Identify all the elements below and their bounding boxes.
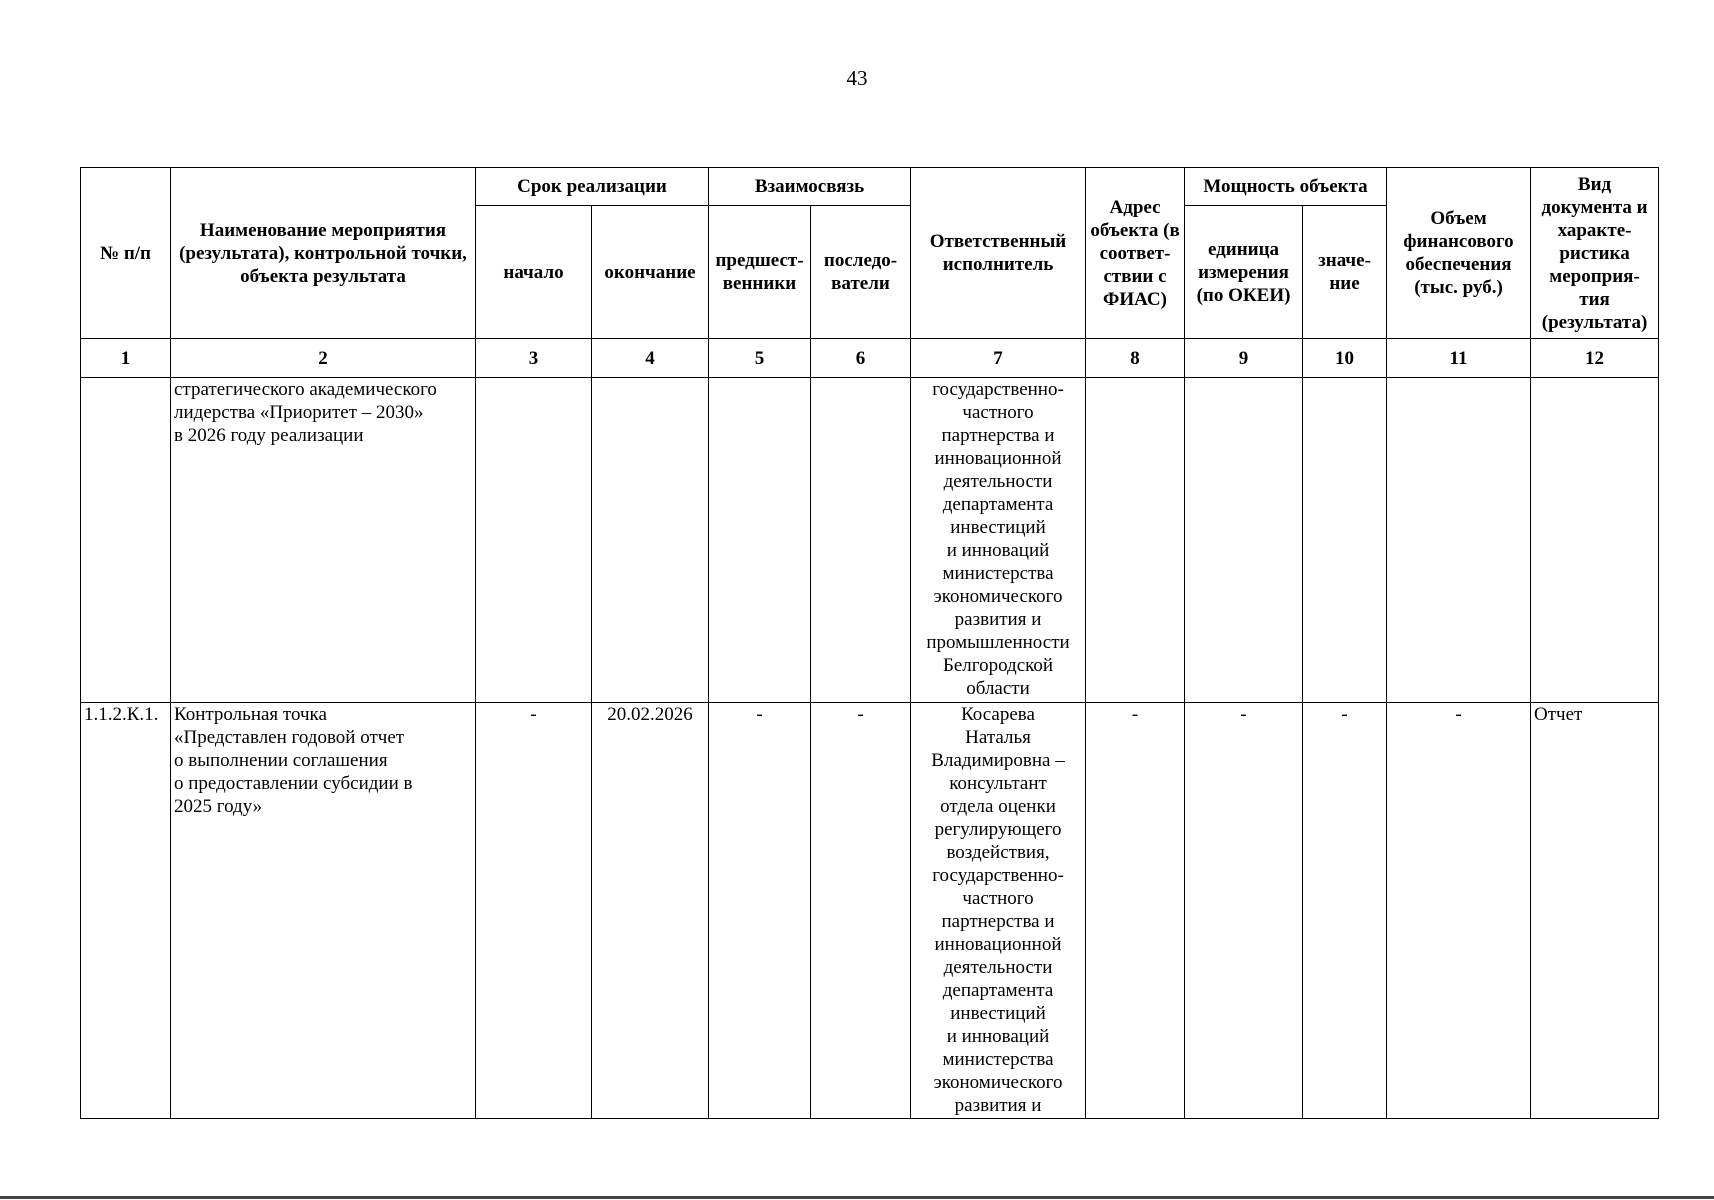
cell-unit <box>1185 378 1303 703</box>
column-number: 1 <box>81 339 171 378</box>
column-number-row <box>81 339 1659 378</box>
cell-num: 1.1.2.К.1. <box>81 703 171 1119</box>
cell-unit: - <box>1185 703 1303 1119</box>
cell-name: Контрольная точка «Представлен годовой отчет о выполнении соглашения о предоставлении субсидии в 2025 году» <box>171 703 476 1119</box>
header-period-group: Срок реализации <box>476 168 709 206</box>
header-name: Наименование мероприятия (результата), контрольной точки, объекта результата <box>171 168 476 339</box>
table-row-continuation <box>81 378 1659 703</box>
header-doc: Вид документа и характе- ристика мероприя- тия (результата) <box>1531 168 1659 339</box>
cell-responsible: Косарева Наталья Владимировна – консультант отдела оценки регулирующего воздействия, государственно- частного партнерства и инновационной деятельности департамента инвестиций и инноваций министерства экономического развития и <box>911 703 1086 1119</box>
header-predecessors: предшест- венники <box>709 206 811 339</box>
cell-pred <box>709 378 811 703</box>
column-number: 2 <box>171 339 476 378</box>
header-unit: единица измерения (по ОКЕИ) <box>1185 206 1303 339</box>
cell-address: - <box>1086 703 1185 1119</box>
scan-edge-line <box>0 1196 1714 1199</box>
column-number: 12 <box>1531 339 1659 378</box>
cell-doc <box>1531 378 1659 703</box>
header-address: Адрес объекта (в соответ- ствии с ФИАС) <box>1086 168 1185 339</box>
column-number: 4 <box>592 339 709 378</box>
header-links-group: Взаимосвязь <box>709 168 911 206</box>
table-row <box>81 703 1659 1119</box>
column-number: 9 <box>1185 339 1303 378</box>
header-row-1 <box>81 168 1659 206</box>
header-successors: последо- ватели <box>811 206 911 339</box>
cell-address <box>1086 378 1185 703</box>
cell-succ <box>811 378 911 703</box>
cell-responsible: государственно- частного партнерства и инновационной деятельности департамента инвестиций и инноваций министерства экономического развития и промышленности Белгородской области <box>911 378 1086 703</box>
column-number: 3 <box>476 339 592 378</box>
header-start: начало <box>476 206 592 339</box>
column-number: 10 <box>1303 339 1387 378</box>
header-end: окончание <box>592 206 709 339</box>
cell-start <box>476 378 592 703</box>
cell-funding: - <box>1387 703 1531 1119</box>
header-funding: Объем финансового обеспечения (тыс. руб.) <box>1387 168 1531 339</box>
cell-pred: - <box>709 703 811 1119</box>
cell-value: - <box>1303 703 1387 1119</box>
cell-name: стратегического академического лидерства «Приоритет – 2030» в 2026 году реализации <box>171 378 476 703</box>
cell-value <box>1303 378 1387 703</box>
cell-doc: Отчет <box>1531 703 1659 1119</box>
cell-end: 20.02.2026 <box>592 703 709 1119</box>
header-responsible: Ответственный исполнитель <box>911 168 1086 339</box>
header-num: № п/п <box>81 168 171 339</box>
cell-end <box>592 378 709 703</box>
header-capacity-group: Мощность объекта <box>1185 168 1387 206</box>
plan-table <box>80 167 1659 1119</box>
page-number: 43 <box>846 66 868 90</box>
cell-num <box>81 378 171 703</box>
column-number: 5 <box>709 339 811 378</box>
column-number: 11 <box>1387 339 1531 378</box>
cell-start: - <box>476 703 592 1119</box>
column-number: 8 <box>1086 339 1185 378</box>
column-number: 6 <box>811 339 911 378</box>
column-number: 7 <box>911 339 1086 378</box>
header-value: значе- ние <box>1303 206 1387 339</box>
cell-succ: - <box>811 703 911 1119</box>
cell-funding <box>1387 378 1531 703</box>
